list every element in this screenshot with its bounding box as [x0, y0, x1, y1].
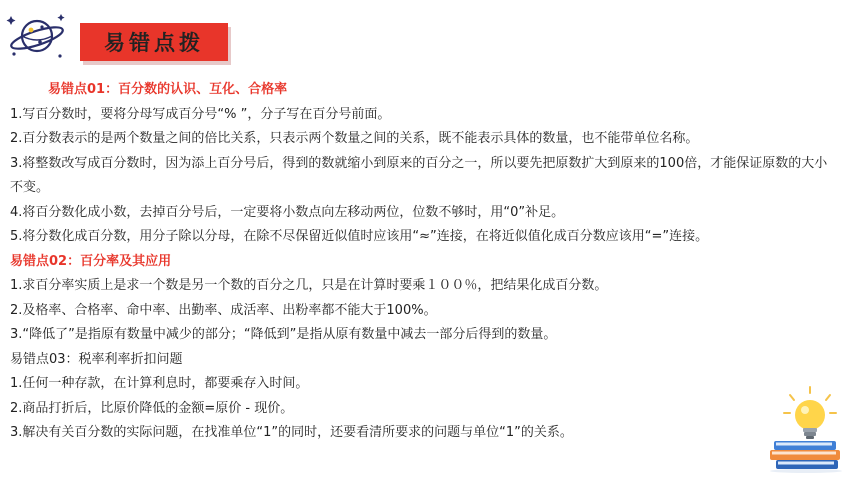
list-item: 2.商品打折后，比原价降低的金额=原价 - 现价。	[10, 400, 294, 416]
lightbulb-books-icon	[760, 383, 850, 473]
list-item: 3.解决有关百分数的实际问题，在找准单位“1”的同时，还要看清所要求的问题与单位“1”的关系。	[10, 425, 573, 440]
list-item: 4.将百分数化成小数，去掉百分号后，一定要将小数点向左移动两位，位数不够时，用“0”补足。	[10, 204, 565, 220]
planet-icon	[5, 8, 69, 64]
list-item: 3.将整数改写成百分数时，因为添上百分号后，得到的数就缩小到原来的百分之一，所以要先把原数扩大到原来的100倍，才能保证原数的大小不变。	[10, 155, 828, 195]
page-title: 易错点拨	[80, 23, 228, 61]
section-heading-3: 易错点03：税率利率折扣问题	[10, 351, 183, 367]
list-item: 1.求百分率实质上是求一个数是另一个数的百分之几，只是在计算时要乘１００％，把结果化成百分数。	[10, 278, 608, 293]
list-item: 1.写百分数时，要将分母写成百分号“% ”，分子写在百分号前面。	[10, 106, 391, 122]
list-item: 1.任何一种存款，在计算利息时，都要乘存入时间。	[10, 376, 309, 391]
list-item: 2.百分数表示的是两个数量之间的倍比关系，只表示两个数量之间的关系，既不能表示具体的数量，也不能带单位名称。	[10, 131, 699, 146]
content-area	[10, 78, 840, 446]
section-heading-1: 易错点01：百分数的认识、互化、合格率	[48, 82, 288, 97]
list-item: 5.将分数化成百分数，用分子除以分母，在除不尽保留近似值时应该用“≈”连接，在将近似值化成百分数应该用“=”连接。	[10, 229, 709, 244]
title-banner	[80, 23, 228, 61]
list-item: 2.及格率、合格率、命中率、出勤率、成活率、出粉率都不能大于100%。	[10, 302, 437, 318]
section-heading-2: 易错点02：百分率及其应用	[10, 253, 172, 269]
list-item: 3.“降低了”是指原有数量中减少的部分；“降低到”是指从原有数量中减去一部分后得到的数量。	[10, 327, 557, 342]
